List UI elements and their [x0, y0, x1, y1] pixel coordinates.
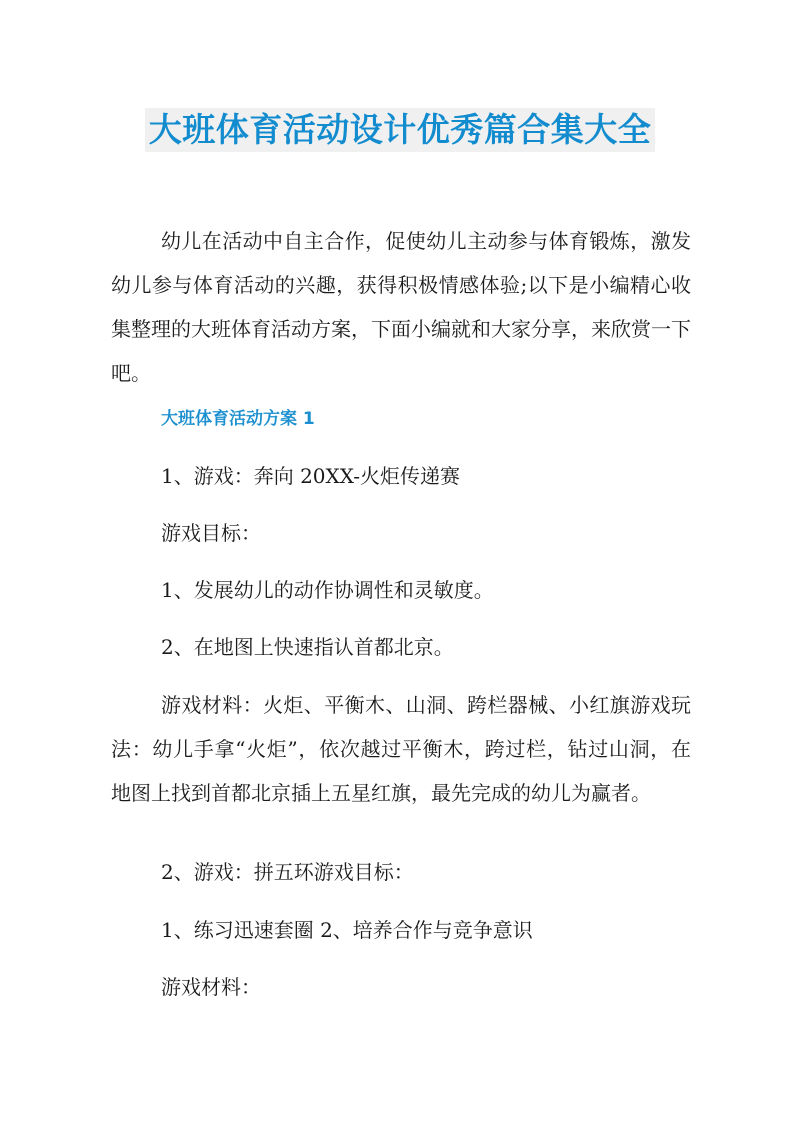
game2-materials-label: 游戏材料：	[161, 975, 261, 999]
game2-title-goal: 2、游戏：拼五环游戏目标：	[161, 860, 414, 884]
game1-goal-label: 游戏目标：	[161, 521, 261, 545]
intro-paragraph: 幼儿在活动中自主合作，促使幼儿主动参与体育锻炼，激发幼儿参与体育活动的兴趣，获得积极情感体验;以下是小编精心收集整理的大班体育活动方案，下面小编就和大家分享，来欣赏一下吧。	[111, 229, 691, 385]
game1-materials-and-play: 游戏材料：火炬、平衡木、山洞、跨栏器械、小红旗游戏玩法：幼儿手拿“火炬”，依次越过平衡木，跨过栏，钻过山洞，在地图上找到首都北京插上五星红旗，最先完成的幼儿为赢者。	[111, 693, 691, 805]
game1-goal-1: 1、发展幼儿的动作协调性和灵敏度。	[161, 578, 494, 602]
document-title: 大班体育活动设计优秀篇合集大全	[145, 108, 656, 152]
game2-goals: 1、练习迅速套圈 2、培养合作与竞争意识	[161, 918, 533, 942]
game1-goal-2: 2、在地图上快速指认首都北京。	[161, 635, 454, 659]
section-heading: 大班体育活动方案 1	[161, 409, 315, 429]
game1-title: 1、游戏：奔向 20XX-火炬传递赛	[161, 464, 461, 488]
title-container	[0, 108, 800, 152]
